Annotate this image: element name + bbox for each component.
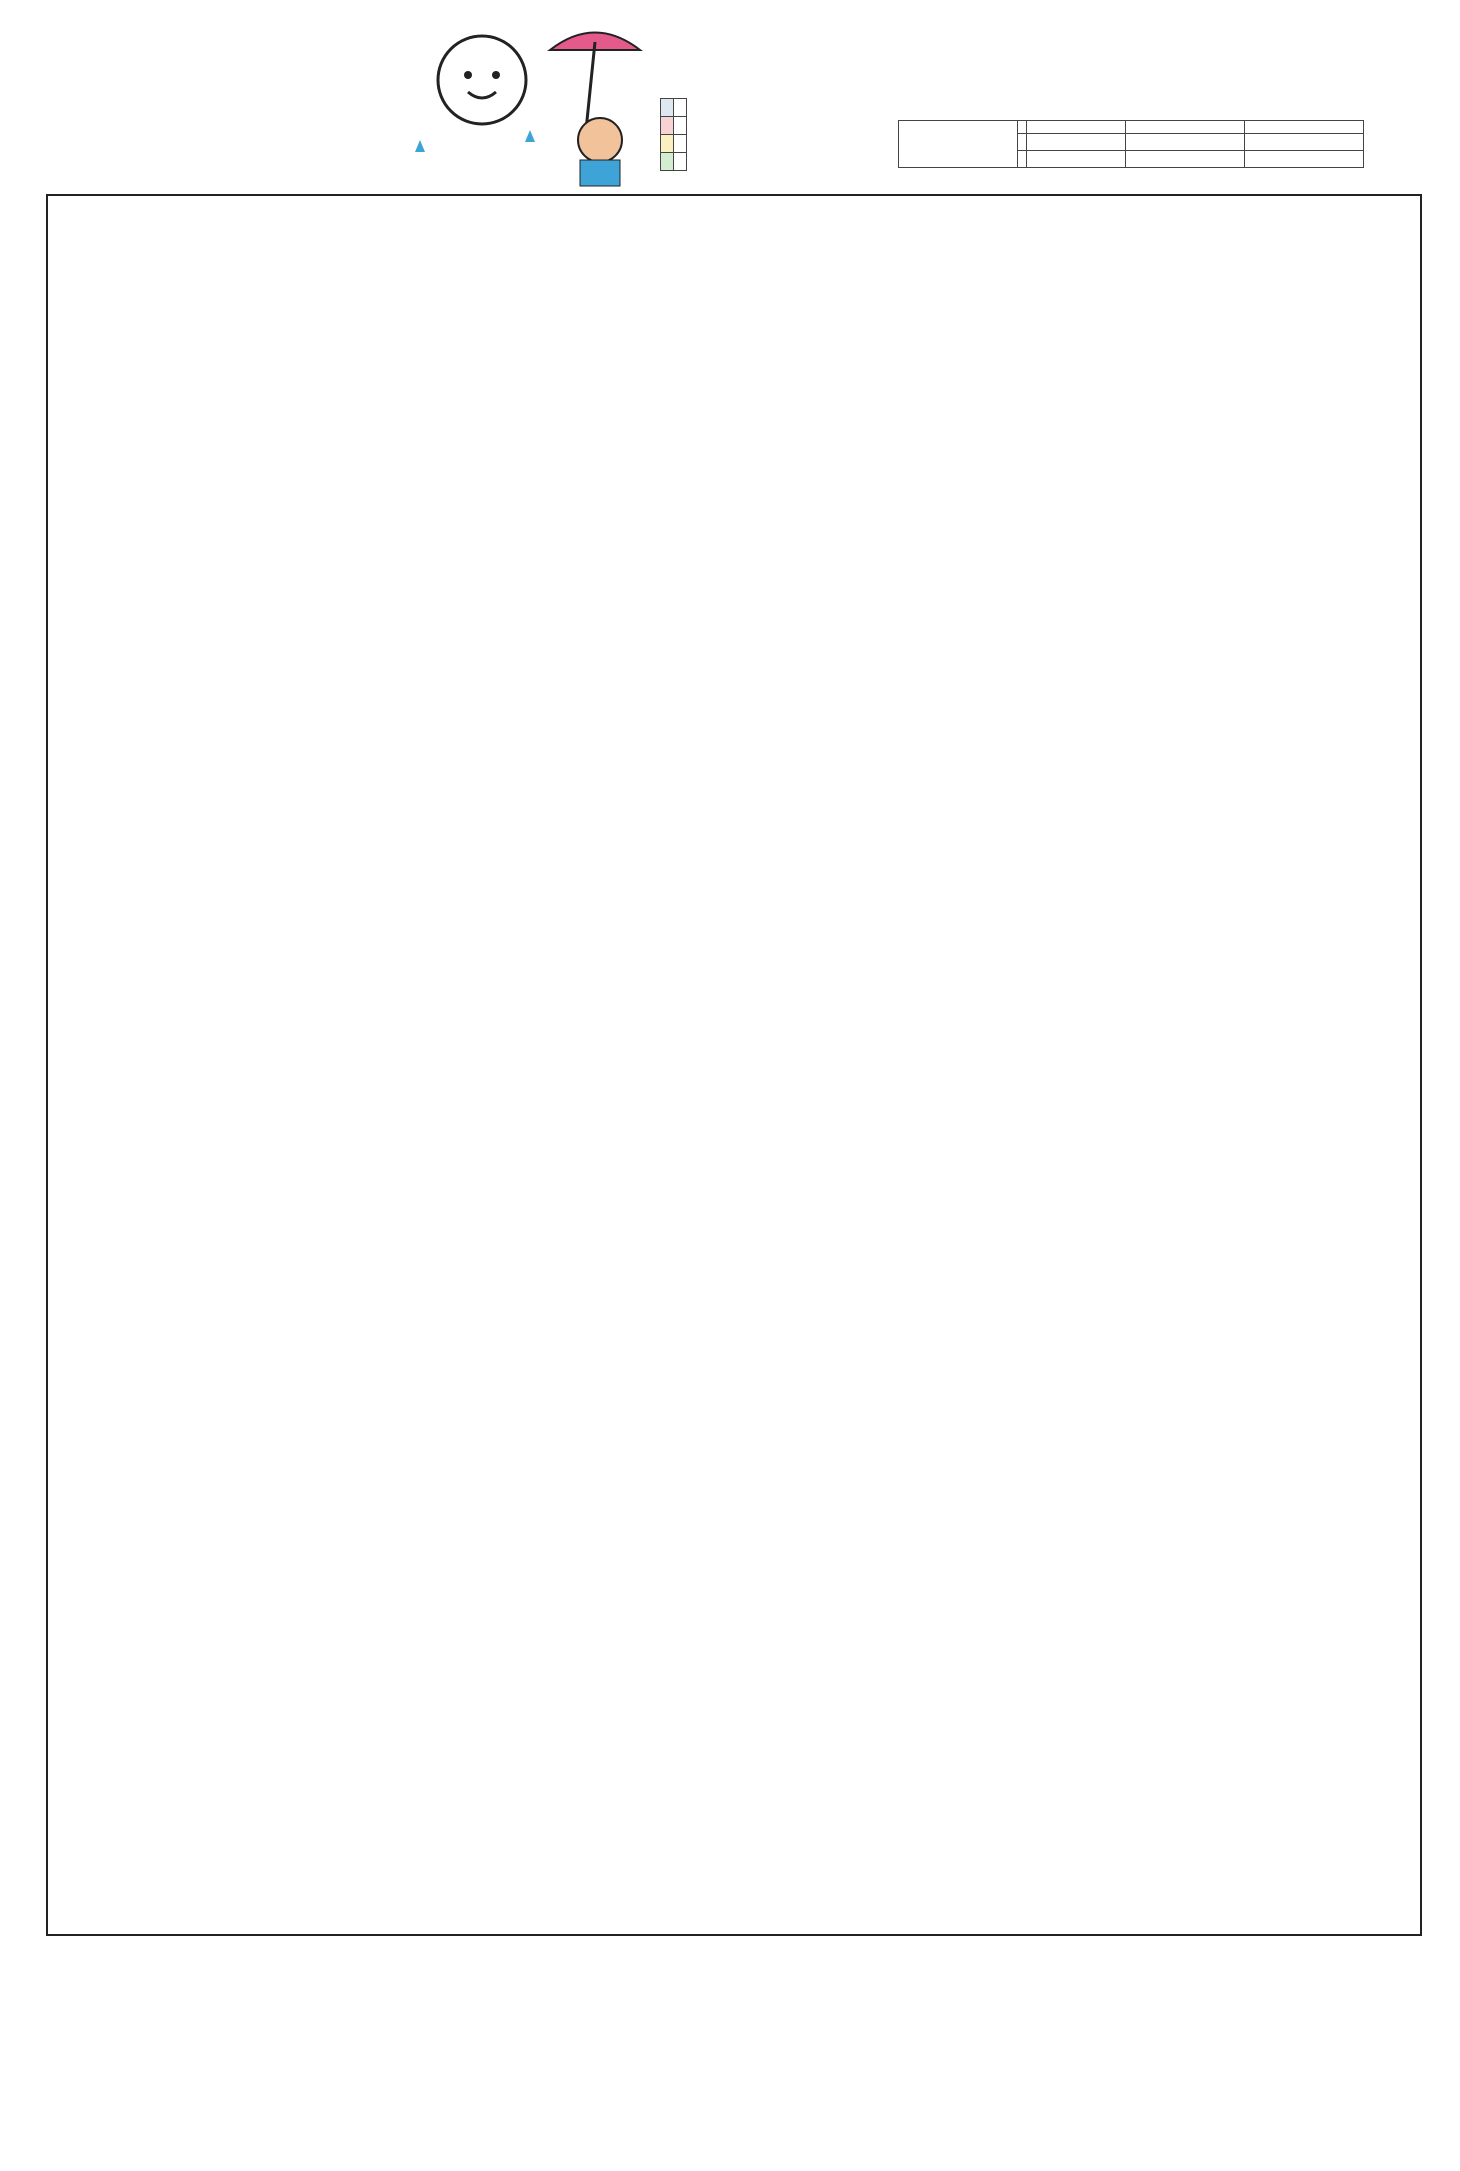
menu-calendar bbox=[46, 194, 1422, 1936]
mascot-illustration bbox=[410, 20, 650, 190]
nutrition-standard-table bbox=[898, 120, 1364, 168]
food-group-legend bbox=[660, 98, 687, 171]
